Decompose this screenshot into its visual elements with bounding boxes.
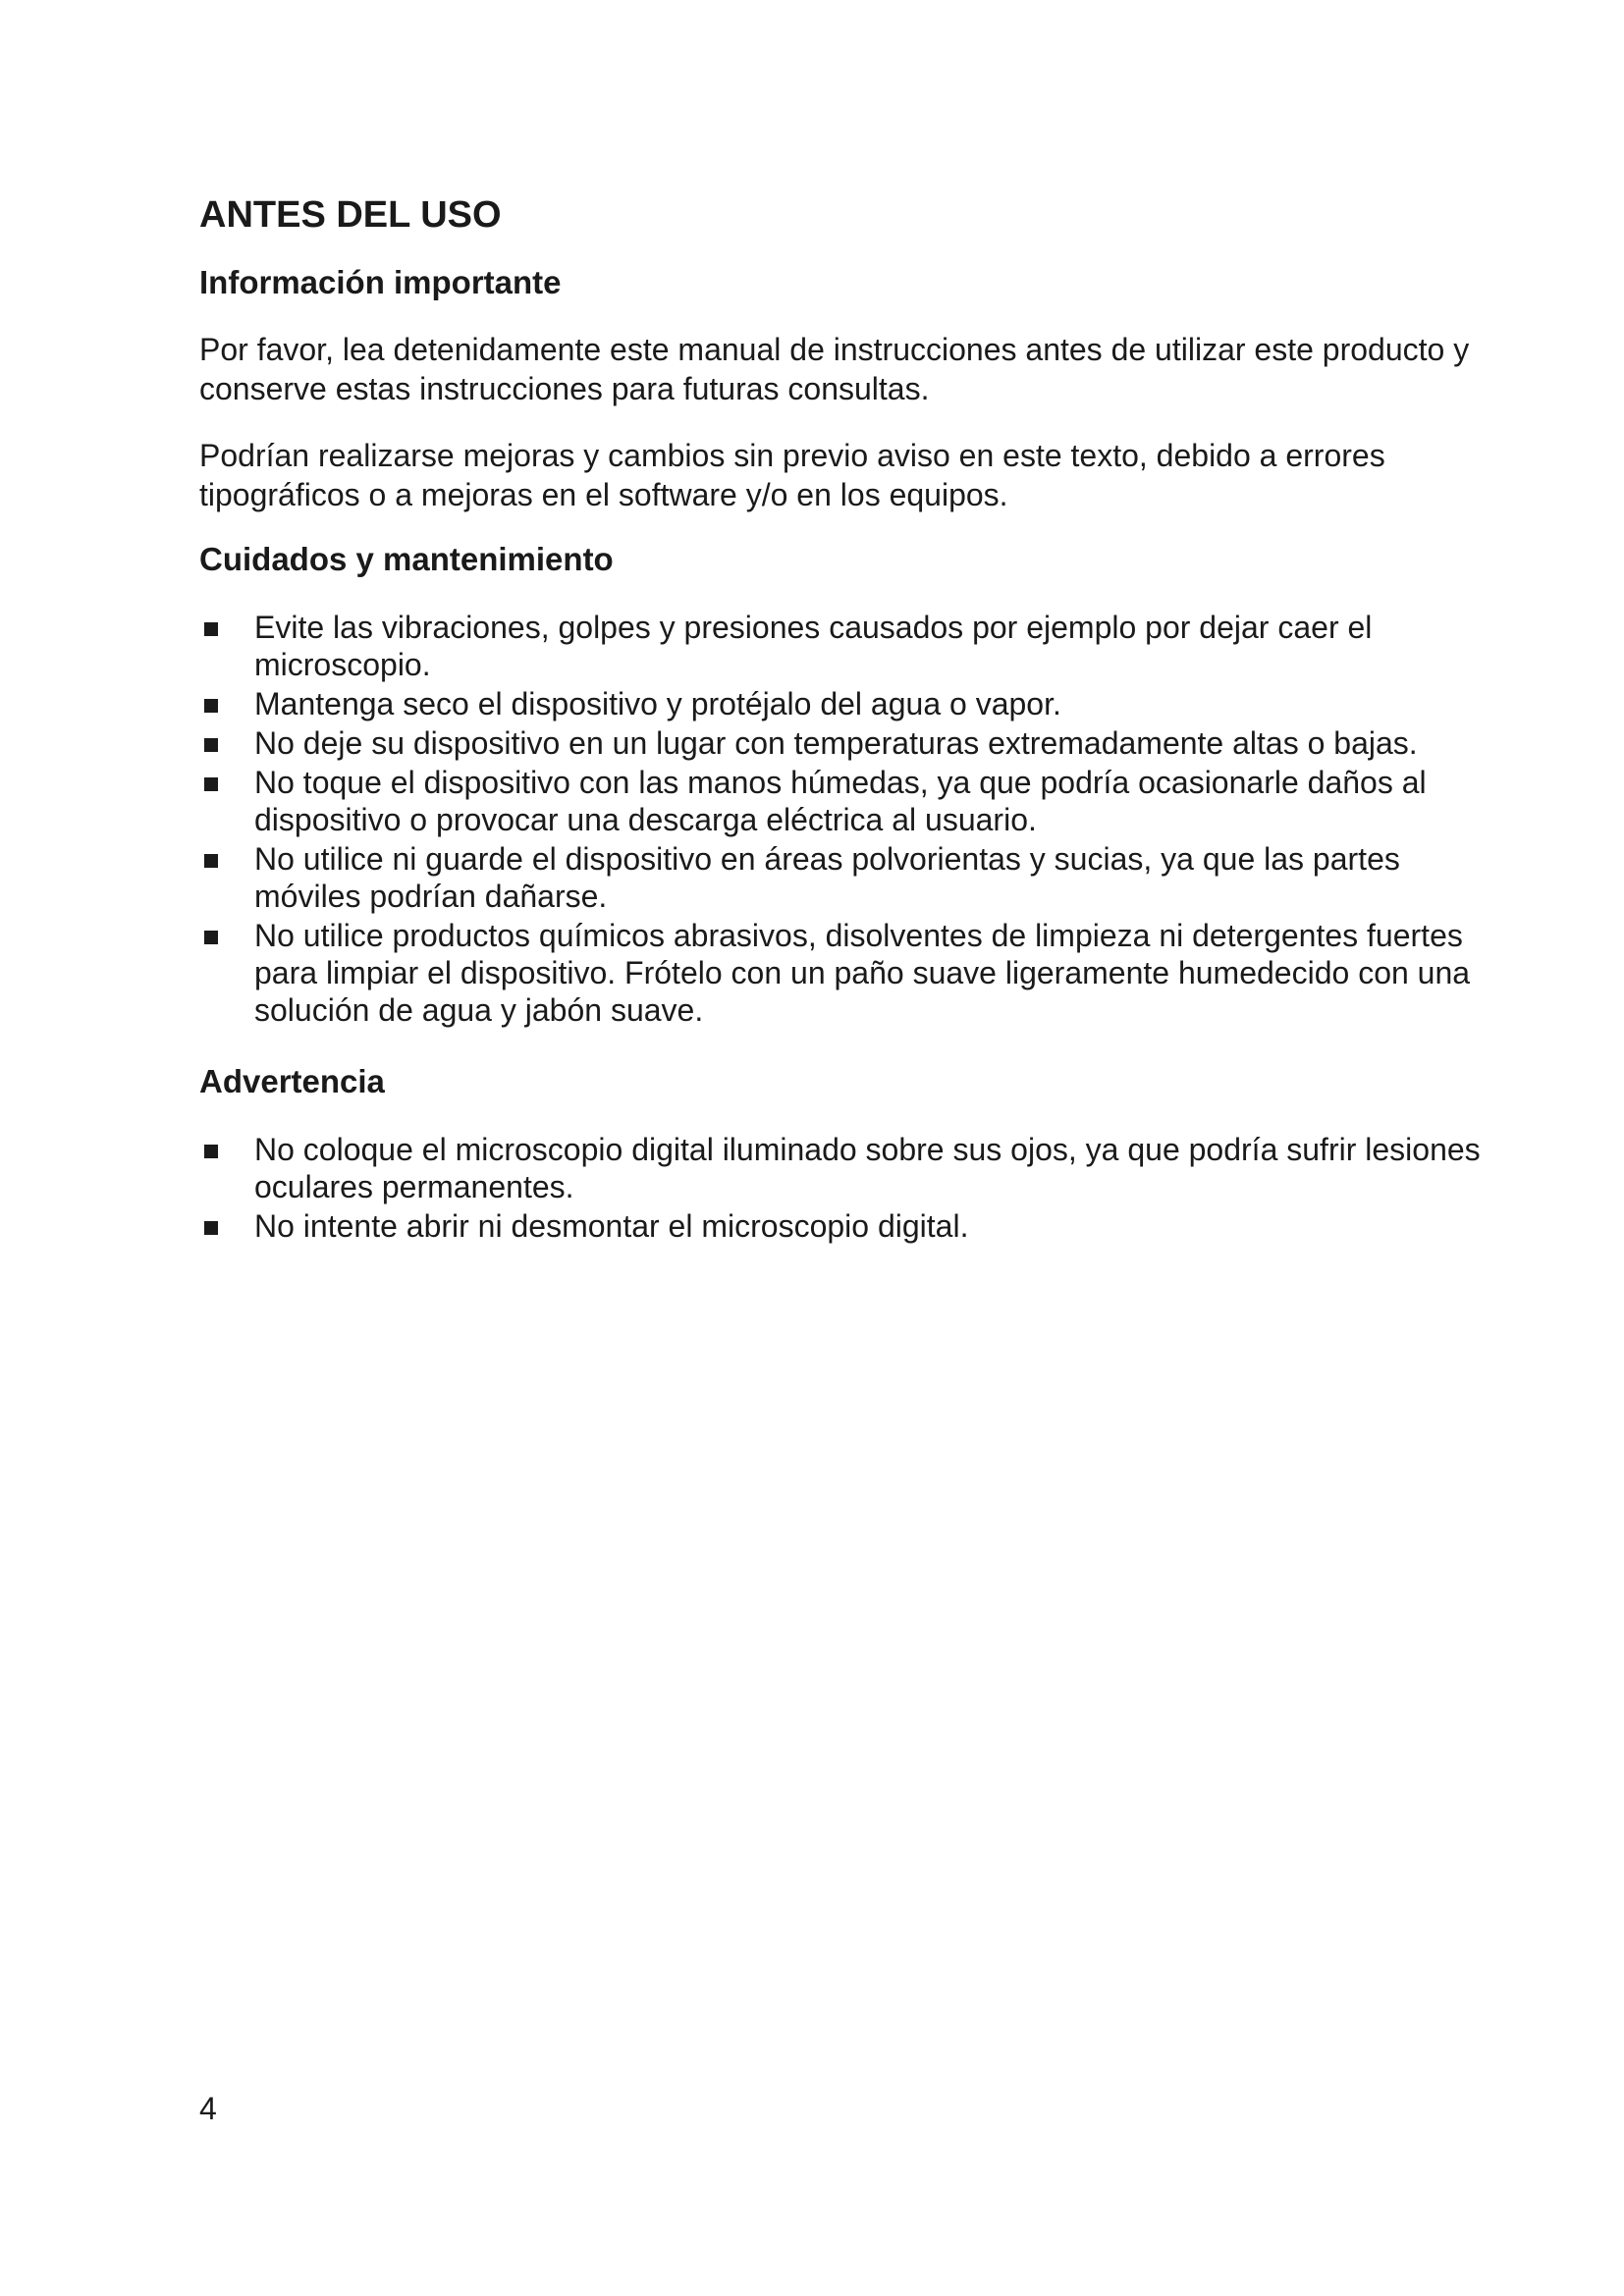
list-item-text: No toque el dispositivo con las manos húmedas, ya que podría ocasionarle daños al dispositivo o provocar una descarga eléctrica al usuario. [254,765,1427,837]
page-number: 4 [199,2091,217,2126]
square-bullet-icon [204,854,218,868]
list-item-text: No utilice productos químicos abrasivos, disolventes de limpieza ni detergentes fuertes para limpiar el dispositivo. Frótelo con un paño suave ligeramente humedecido con una solución de agua y jabón suave. [254,918,1471,1028]
square-bullet-icon [204,699,218,713]
list-item-text: No coloque el microscopio digital iluminado sobre sus ojos, ya que podría sufrir lesiones oculares permanentes. [254,1132,1481,1204]
list-item [199,764,1515,838]
section-heading-care-maintenance: Cuidados y mantenimiento [199,541,614,577]
square-bullet-icon [204,777,218,791]
list-item [199,609,1515,683]
list-item [199,840,1515,915]
list-item-text: Evite las vibraciones, golpes y presiones causados por ejemplo por dejar caer el microscopio. [254,610,1373,682]
list-item-text: No deje su dispositivo en un lugar con temperaturas extremadamente altas o bajas. [254,725,1418,761]
square-bullet-icon [204,622,218,636]
care-list [199,609,1515,1029]
list-item [199,685,1515,722]
page-title: ANTES DEL USO [199,194,502,236]
list-item [199,917,1515,1029]
list-item [199,1207,1515,1245]
square-bullet-icon [204,931,218,944]
list-item-text: No utilice ni guarde el dispositivo en áreas polvorientas y sucias, ya que las partes móviles podrían dañarse. [254,841,1400,914]
section-heading-warning: Advertencia [199,1063,385,1099]
warning-list [199,1131,1515,1245]
square-bullet-icon [204,1221,218,1235]
list-item-text: No intente abrir ni desmontar el microscopio digital. [254,1208,969,1244]
square-bullet-icon [204,1145,218,1158]
paragraph-read-manual: Por favor, lea detenidamente este manual de instrucciones antes de utilizar este producto y conserve estas instrucciones para futuras consultas. [199,332,1470,406]
paragraph-changes-notice: Podrían realizarse mejoras y cambios sin previo aviso en este texto, debido a errores tipográficos o a mejoras en el software y/o en los equipos. [199,438,1385,512]
section-heading-important-info: Información importante [199,264,562,300]
list-item-text: Mantenga seco el dispositivo y protéjalo del agua o vapor. [254,686,1061,721]
page-content [199,192,1515,1247]
square-bullet-icon [204,738,218,752]
list-item [199,724,1515,762]
list-item [199,1131,1515,1205]
